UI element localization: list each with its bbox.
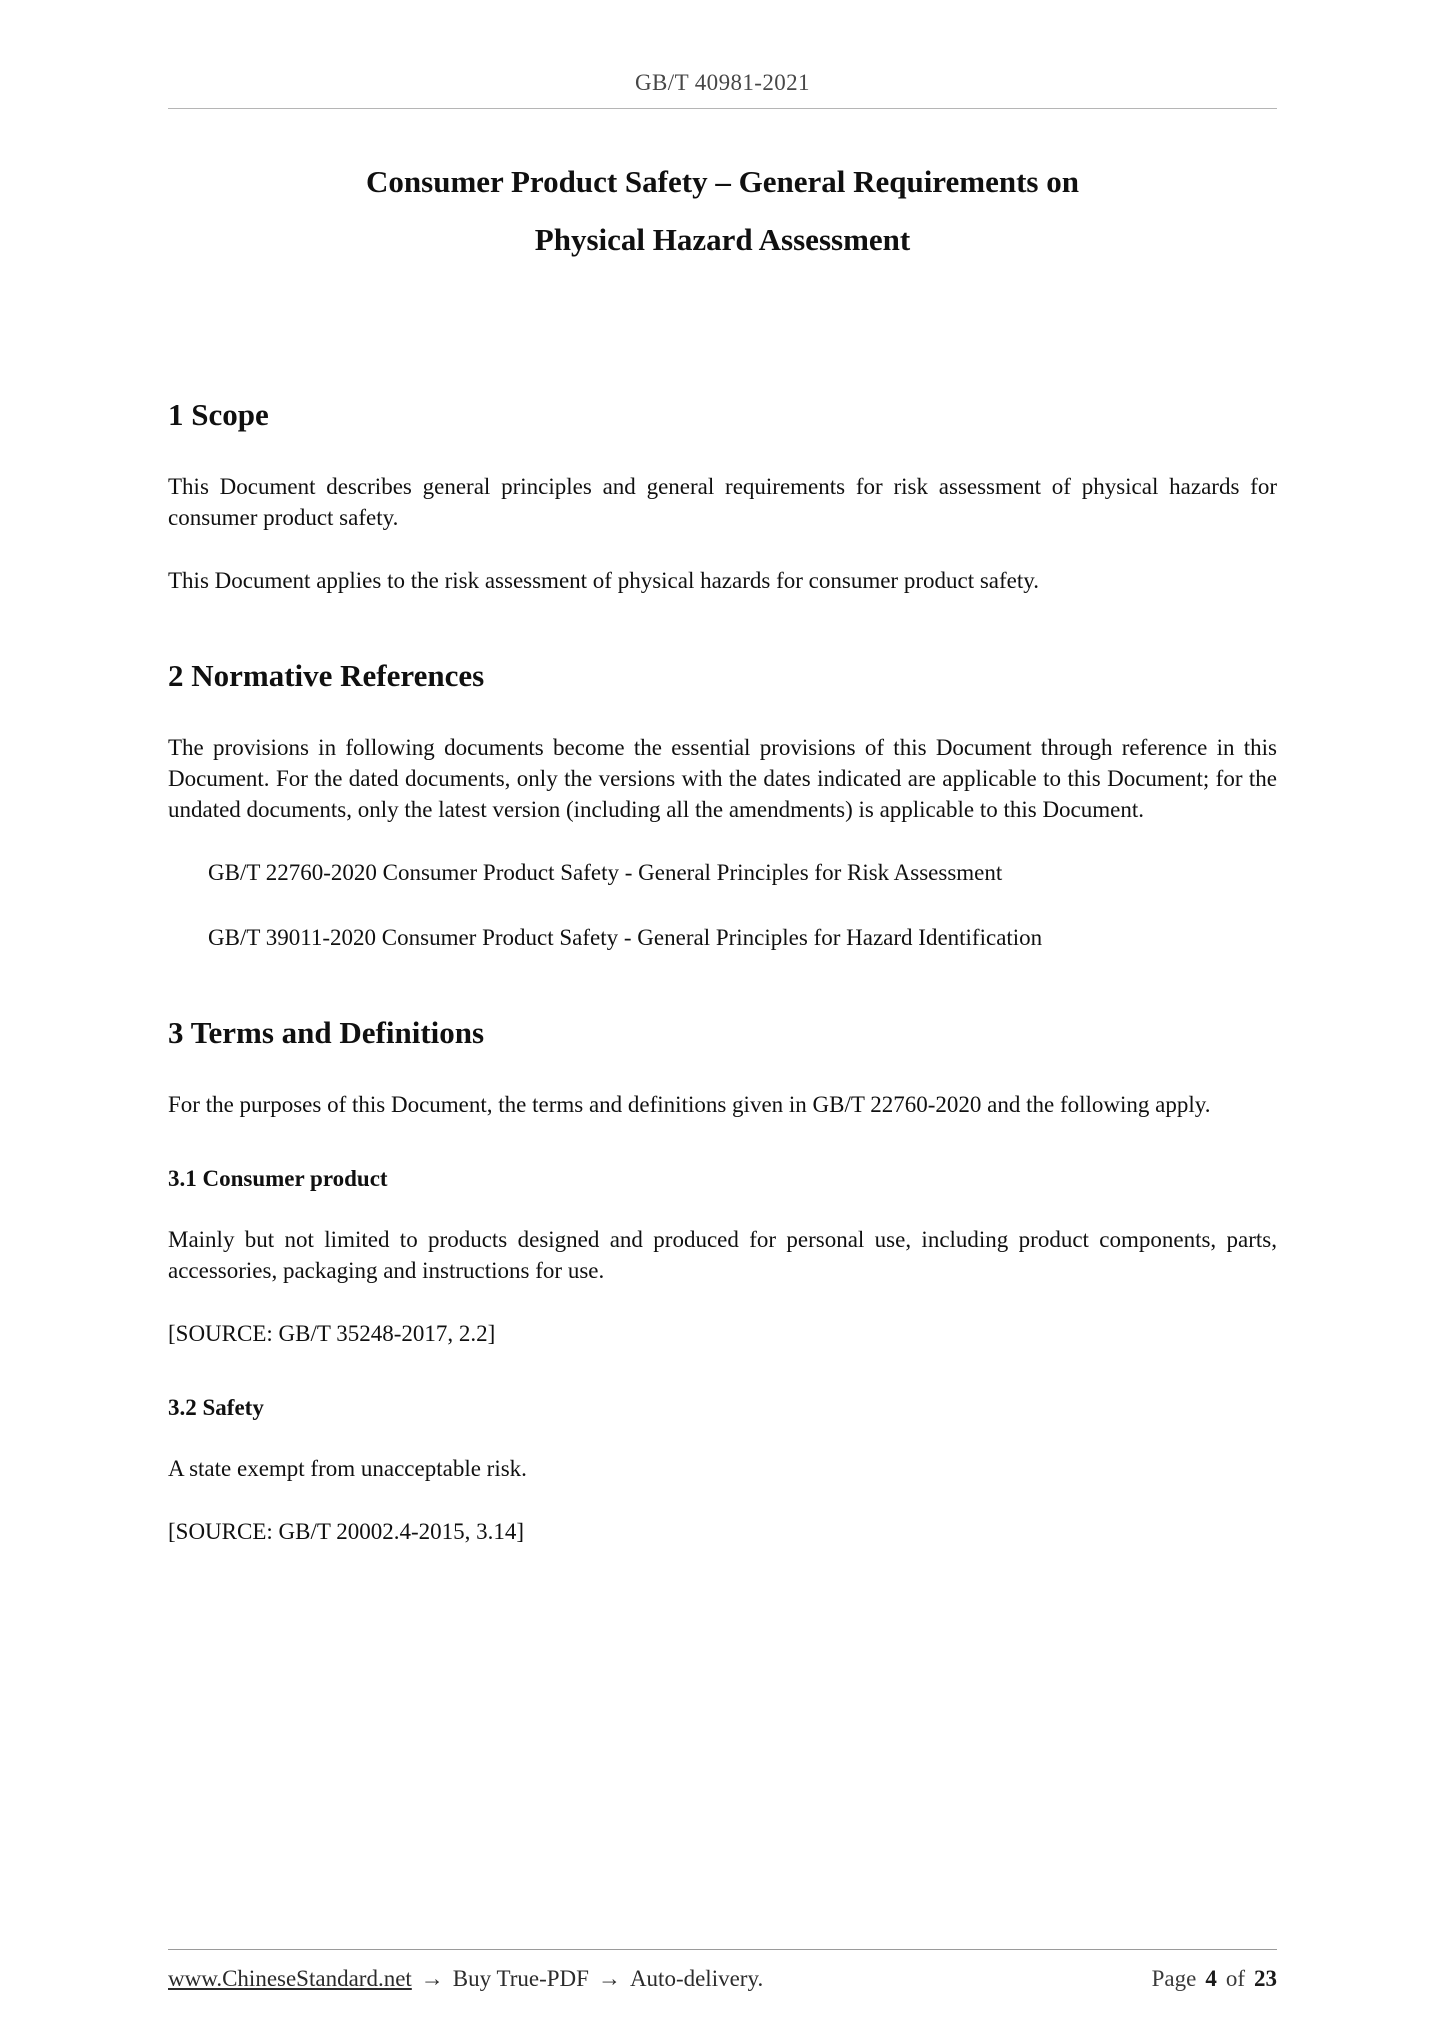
- section-heading-terms-definitions: 3 Terms and Definitions: [168, 1015, 485, 1050]
- subsection-heading-safety: 3.2 Safety: [168, 1395, 264, 1420]
- subsection-heading-consumer-product: 3.1 Consumer product: [168, 1166, 388, 1191]
- arrow-right-icon: →: [420, 1966, 444, 1991]
- scope-paragraph-2: This Document applies to the risk assessment of physical hazards for consumer product safety.: [168, 568, 1040, 593]
- arrow-right-icon: →: [597, 1966, 621, 1991]
- page-header: [168, 0, 1277, 109]
- document-code: GB/T 40981-2021: [635, 70, 810, 95]
- consumer-product-source: [SOURCE: GB/T 35248-2017, 2.2]: [168, 1321, 496, 1346]
- normative-paragraph-1: The provisions in following documents become the essential provisions of this Document through reference in this Document. For the dated documents, only the versions with the dates indicated are applicable to this Document; for the undated documents, only the latest version (including all the amendments) is applicable to this Document.: [168, 735, 1277, 822]
- section-heading-normative-references: 2 Normative References: [168, 658, 485, 693]
- page-indicator: [1152, 1966, 1277, 1992]
- footer-branding: [168, 1966, 763, 1992]
- footer-rule: [168, 1949, 1277, 1950]
- safety-source: [SOURCE: GB/T 20002.4-2015, 3.14]: [168, 1519, 525, 1544]
- document-title: [168, 153, 1277, 269]
- section-heading-scope: 1 Scope: [168, 397, 269, 432]
- safety-definition: A state exempt from unacceptable risk.: [168, 1456, 527, 1481]
- scope-paragraph-1: This Document describes general principles and general requirements for risk assessment of physical hazards for consumer product safety.: [168, 474, 1277, 530]
- page-footer: [168, 1949, 1277, 2044]
- terms-paragraph-1: For the purposes of this Document, the terms and definitions given in GB/T 22760-2020 and the following apply.: [168, 1092, 1211, 1117]
- footer-buy-text: Buy True-PDF: [452, 1966, 589, 1991]
- page-of-label: of: [1225, 1966, 1245, 1991]
- document-title-line1: Consumer Product Safety – General Requirements on: [366, 164, 1079, 199]
- consumer-product-definition: Mainly but not limited to products designed and produced for personal use, including product components, parts, accessories, packaging and instructions for use.: [168, 1227, 1277, 1283]
- page-number-current: 4: [1205, 1966, 1217, 1991]
- document-body: [168, 269, 1277, 1579]
- chinesestandard-link[interactable]: www.ChineseStandard.net: [168, 1966, 412, 1991]
- normative-reference-2: GB/T 39011-2020 Consumer Product Safety - General Principles for Hazard Identification: [208, 925, 1043, 950]
- footer-delivery-text: Auto-delivery.: [629, 1966, 764, 1991]
- page-number-total: 23: [1254, 1966, 1277, 1991]
- normative-reference-1: GB/T 22760-2020 Consumer Product Safety - General Principles for Risk Assessment: [208, 860, 1003, 885]
- document-title-line2: Physical Hazard Assessment: [534, 222, 911, 257]
- header-rule: [168, 108, 1277, 109]
- page-label: Page: [1151, 1966, 1197, 1991]
